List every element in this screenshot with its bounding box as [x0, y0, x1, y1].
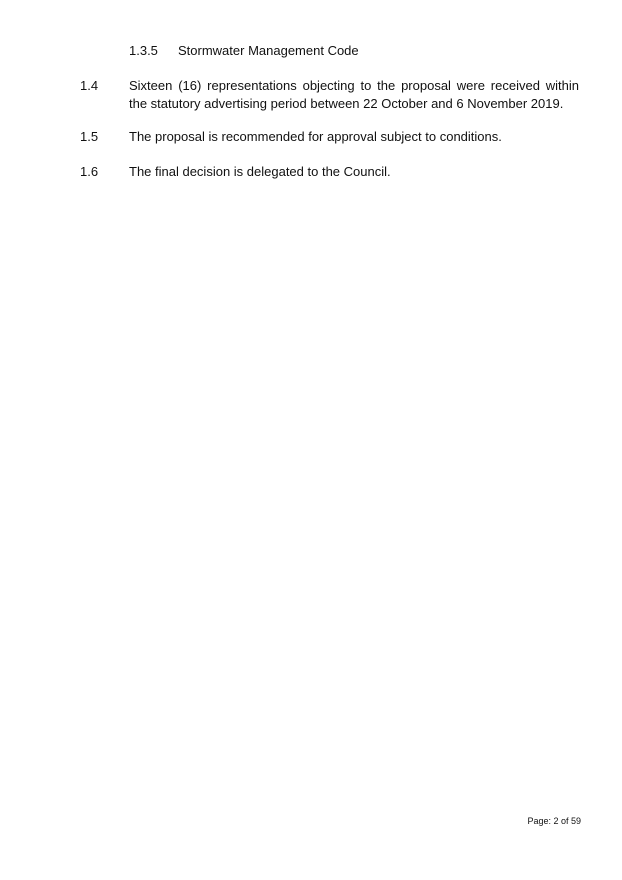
- paragraph-text: The final decision is delegated to the Council.: [129, 164, 391, 179]
- paragraph-text: Sixteen (16) representations objecting to the proposal were received within the statutory advertising period between 22 October and 6 November 2019.: [129, 78, 579, 111]
- subitem-number: 1.3.5: [129, 43, 158, 58]
- subitem-text: Stormwater Management Code: [178, 43, 359, 58]
- paragraph-number: 1.4: [80, 78, 99, 93]
- paragraph-number: 1.5: [80, 129, 99, 144]
- paragraph-number: 1.6: [80, 164, 99, 179]
- paragraph-text: The proposal is recommended for approval subject to conditions.: [129, 129, 502, 144]
- page-number-footer: Page: 2 of 59: [527, 816, 581, 826]
- subitem-1-3-5: [129, 42, 359, 59]
